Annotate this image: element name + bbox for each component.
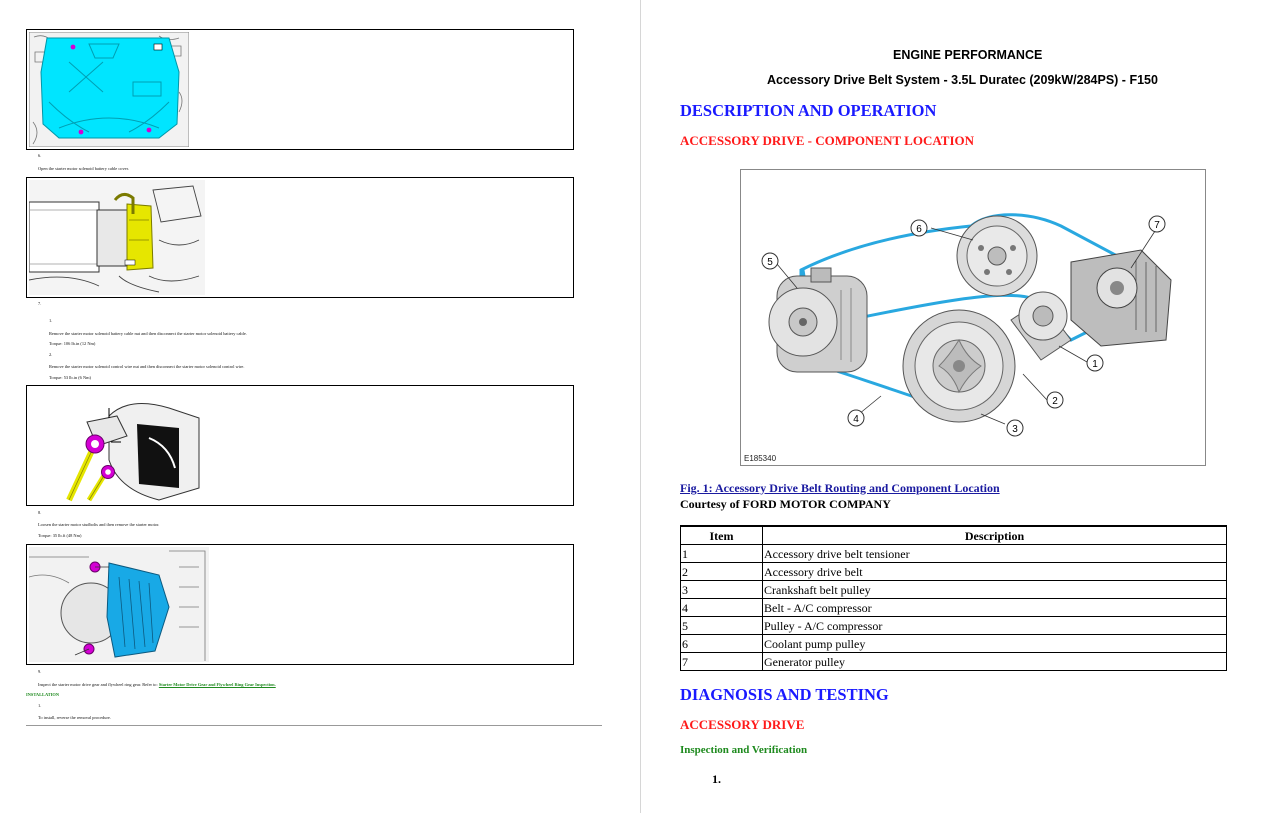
- table-cell-item: 1: [681, 545, 763, 563]
- step-number: 1.: [38, 703, 42, 708]
- table-row: [681, 635, 1227, 653]
- figure-courtesy: Courtesy of FORD MOTOR COMPANY: [680, 497, 891, 511]
- callout-1: [1087, 355, 1103, 371]
- table-cell-description: Accessory drive belt tensioner: [763, 545, 1227, 563]
- table-row: [681, 563, 1227, 581]
- subsection-heading-accessory-drive: ACCESSORY DRIVE: [680, 717, 805, 732]
- bolt-marker: [79, 130, 84, 135]
- step-number: 7.: [38, 301, 42, 306]
- torque-spec: Torque: 53 lb.in (6 Nm): [49, 375, 92, 380]
- section-heading-diagnosis: DIAGNOSIS AND TESTING: [680, 685, 889, 704]
- belt-tensioner: [1011, 292, 1071, 360]
- illustration-starter-motor-studbolts: [29, 547, 209, 662]
- step-text-body: Inspect the starter motor drive gear and flywheel ring gear. Refer to:: [38, 682, 158, 687]
- table-row: [681, 653, 1227, 671]
- svg-text:2: 2: [1052, 396, 1058, 407]
- table-row: [681, 617, 1227, 635]
- ac-compressor-pulley: [769, 268, 867, 372]
- table-header-item: Item: [681, 526, 763, 545]
- table-cell-description: Coolant pump pulley: [763, 635, 1227, 653]
- step-number: 9.: [38, 669, 42, 674]
- table-header-description: Description: [763, 526, 1227, 545]
- section-heading-description: DESCRIPTION AND OPERATION: [680, 101, 937, 120]
- table-cell-description: Belt - A/C compressor: [763, 599, 1227, 617]
- page-bottom-rule: [26, 725, 602, 726]
- svg-text:3: 3: [1012, 424, 1018, 435]
- table-cell-description: Generator pulley: [763, 653, 1227, 671]
- table-cell-item: 3: [681, 581, 763, 599]
- generator: [1071, 250, 1171, 346]
- minor-heading-inspection: Inspection and Verification: [680, 744, 808, 756]
- table-cell-item: 7: [681, 653, 763, 671]
- svg-text:6: 6: [916, 224, 922, 235]
- callout-3: [1007, 420, 1023, 436]
- right-page: [641, 0, 1280, 813]
- table-header-row: [681, 526, 1227, 545]
- substep-number: 2.: [49, 352, 53, 357]
- step-text: Loosen the starter motor studbolts and then remove the starter motor.: [38, 522, 160, 527]
- belt-routing-illustration: [741, 170, 1205, 465]
- illustration-solenoid-nuts: [29, 388, 205, 503]
- bolt-marker: [71, 45, 76, 50]
- svg-text:1: 1: [1092, 359, 1098, 370]
- substep-text: Remove the starter motor solenoid control wire nut and then disconnect the starter motor solenoid control wire.: [49, 364, 245, 369]
- torque-spec: Torque: 106 lb.in (12 Nm): [49, 341, 96, 346]
- figure-caption-link[interactable]: Fig. 1: Accessory Drive Belt Routing and Component Location: [680, 481, 1000, 495]
- table-row: [681, 599, 1227, 617]
- table-row: [681, 581, 1227, 599]
- callout-5: [762, 253, 778, 269]
- coolant-pump-pulley: [957, 216, 1037, 296]
- substep-number: 1.: [49, 318, 53, 323]
- svg-text:7: 7: [1154, 220, 1160, 231]
- step-number: 8.: [38, 510, 42, 515]
- step-text: Open the starter motor solenoid battery cable cover.: [38, 166, 129, 171]
- step-number: 1.: [712, 772, 721, 786]
- table-cell-item: 6: [681, 635, 763, 653]
- svg-text:5: 5: [767, 257, 773, 268]
- table-cell-description: Accessory drive belt: [763, 563, 1227, 581]
- inspection-link[interactable]: Starter Motor Drive Gear and Flywheel Ring Gear Inspection.: [158, 682, 276, 687]
- callout-4: [848, 410, 864, 426]
- callout-7: [1149, 216, 1165, 232]
- belt-routing-diagram: [740, 169, 1206, 466]
- component-table: [680, 525, 1227, 671]
- figure-solenoid-terminals: [26, 385, 574, 506]
- table-cell-description: Crankshaft belt pulley: [763, 581, 1227, 599]
- table-cell-item: 4: [681, 599, 763, 617]
- table-cell-description: Pulley - A/C compressor: [763, 617, 1227, 635]
- table-cell-item: 2: [681, 563, 763, 581]
- step-text: [38, 682, 276, 687]
- crankshaft-pulley: [903, 310, 1015, 422]
- callout-6: [911, 220, 927, 236]
- illustration-starter-solenoid: [29, 180, 205, 295]
- figure-battery-cable-cover: [26, 177, 574, 298]
- table-cell-item: 5: [681, 617, 763, 635]
- table-row: [681, 545, 1227, 563]
- document-header-title: ENGINE PERFORMANCE: [893, 48, 1043, 62]
- torque-spec: Torque: 35 lb.ft (48 Nm): [38, 533, 82, 538]
- step-number: 6.: [38, 153, 42, 158]
- illustration-underbody-cover: [29, 32, 189, 147]
- step-text: To install, reverse the removal procedure.: [38, 715, 111, 720]
- document-header-subtitle: Accessory Drive Belt System - 3.5L Duratec (209kW/284PS) - F150: [767, 73, 1158, 87]
- figure-starter-motor: [26, 544, 574, 665]
- installation-heading: INSTALLATION: [26, 692, 60, 697]
- callout-2: [1047, 392, 1063, 408]
- subsection-heading-component-location: ACCESSORY DRIVE - COMPONENT LOCATION: [680, 133, 974, 148]
- substep-text: Remove the starter motor solenoid battery cable nut and then disconnect the starter motor solenoid battery cable.: [49, 331, 247, 336]
- bolt-marker: [147, 128, 152, 133]
- svg-text:4: 4: [853, 414, 859, 425]
- figure-code: E185340: [744, 454, 777, 463]
- figure-cover-removal: [26, 29, 574, 150]
